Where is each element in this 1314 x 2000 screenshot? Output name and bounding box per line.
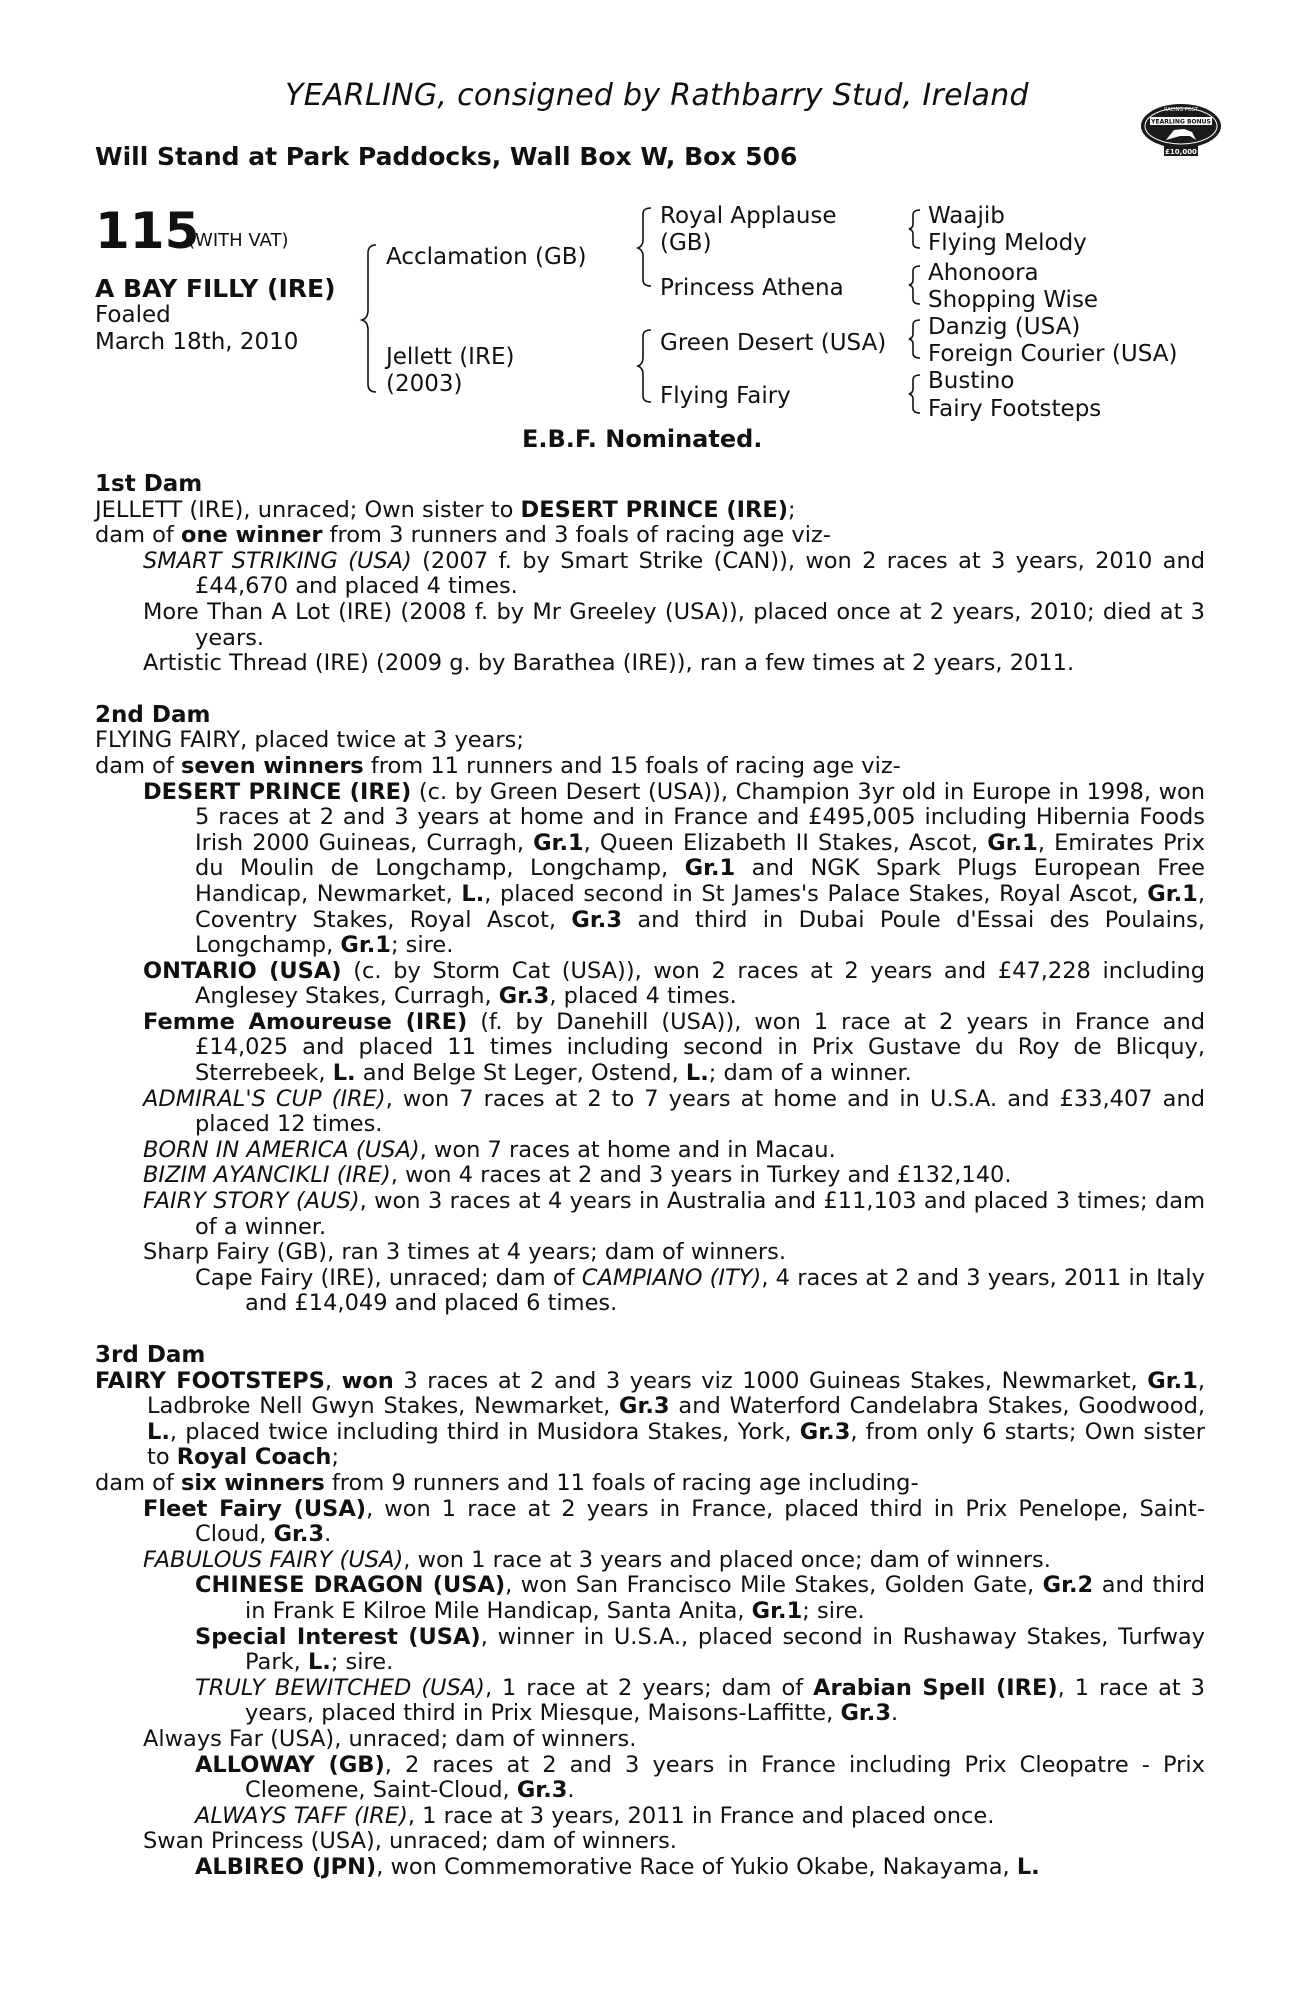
first-dam-record: dam of one winner from 3 runners and 3 foals of racing age viz- xyxy=(95,522,831,549)
pedigree-sire-sire xyxy=(660,203,837,257)
offspring-entry: FABULOUS FAIRY (USA), won 1 race at 3 years and placed once; dam of winners. xyxy=(143,1546,1051,1573)
offspring-entry: Femme Amoureuse (IRE) (f. by Danehill (USA)), won 1 race at 2 years in France and £14,025 and placed 11 times including second in Prix Gustave du Roy de Blicquy, Sterrebeek, L. and Belge St Leger, Ostend, L.; dam of a winner. xyxy=(143,1008,1205,1087)
pedigree-g3-5: Danzig (USA) xyxy=(928,314,1081,340)
ebf-nominated: E.B.F. Nominated. xyxy=(522,425,763,453)
pedigree-sire: Acclamation (GB) xyxy=(386,244,587,270)
pedigree-dam-sire: Green Desert (USA) xyxy=(660,330,887,356)
third-dam-line: FAIRY FOOTSTEPS, won 3 races at 2 and 3 years viz 1000 Guineas Stakes, Newmarket, Gr.1, Ladbroke Nell Gwyn Stakes, Newmarket, Gr.3 and Waterford Candelabra Stakes, Goodwood, L., placed twice including third in Musidora Stakes, York, Gr.3, from only 6 starts; Own sister to Royal Coach; xyxy=(95,1367,1205,1471)
pedigree-g3-2: Flying Melody xyxy=(928,230,1087,256)
first-dam-heading: 1st Dam xyxy=(95,471,203,497)
pedigree-g3-3: Ahonoora xyxy=(928,260,1039,286)
grand-offspring-entry: ALWAYS TAFF (IRE), 1 race at 3 years, 2011 in France and placed once. xyxy=(195,1802,995,1829)
grand-offspring-entry: CHINESE DRAGON (USA), won San Francisco Mile Stakes, Golden Gate, Gr.2 and third in Frank E Kilroe Mile Handicap, Santa Anita, Gr.1; sire. xyxy=(195,1572,1206,1624)
offspring-entry: Artistic Thread (IRE) (2009 g. by Barathea (IRE)), ran a few times at 2 years, 2011. xyxy=(143,650,1075,677)
vat-note: (WITH VAT) xyxy=(188,230,289,251)
grand-offspring-entry: Special Interest (USA), winner in U.S.A., placed second in Rushaway Stakes, Turfway Park, L.; sire. xyxy=(195,1623,1205,1676)
offspring-entry: BORN IN AMERICA (USA), won 7 races at home and in Macau. xyxy=(143,1136,836,1163)
offspring-entry: Fleet Fairy (USA), won 1 race at 2 years in France, placed third in Prix Penelope, Saint-Cloud, Gr.3. xyxy=(143,1495,1205,1548)
foaled-label: Foaled xyxy=(95,302,171,328)
foaled-date: March 18th, 2010 xyxy=(95,329,299,355)
offspring-entry: Always Far (USA), unraced; dam of winners. xyxy=(143,1725,637,1752)
stand-location: Will Stand at Park Paddocks, Wall Box W, Box 506 xyxy=(95,142,798,171)
pedigree-dam xyxy=(386,344,514,398)
offspring-entry: DESERT PRINCE (IRE) (c. by Green Desert (USA)), Champion 3yr old in Europe in 1998, won 5 races at 2 and 3 years at home and in France and £495,005 including Hibernia Foods Irish 2000 Guineas, Curragh, Gr.1, Queen Elizabeth II Stakes, Ascot, Gr.1, Emirates Prix du Moulin de Longchamp, Longchamp, Gr.1 and NGK Spark Plugs European Free Handicap, Newmarket, L., placed second in St James's Palace Stakes, Royal Ascot, Gr.1, Coventry Stakes, Royal Ascot, Gr.3 and third in Dubai Poule d'Essai des Poulains, Longchamp, Gr.1; sire. xyxy=(143,778,1206,959)
catalogue-body xyxy=(95,472,1205,1880)
third-dam-heading: 3rd Dam xyxy=(95,1342,206,1368)
pedigree-dam-name: Jellett (IRE) xyxy=(386,344,515,370)
pedigree-g3-7: Bustino xyxy=(928,368,1015,394)
badge-top-label: RACING POST xyxy=(1164,107,1198,113)
badge-label: YEARLING BONUS xyxy=(1151,118,1211,126)
offspring-entry: SMART STRIKING (USA) (2007 f. by Smart Strike (CAN)), won 2 races at 3 years, 2010 and £44,670 and placed 4 times. xyxy=(143,547,1206,600)
page-title: YEARLING, consigned by Rathbarry Stud, Ireland xyxy=(285,78,1029,113)
pedigree-g3-4: Shopping Wise xyxy=(928,287,1099,313)
second-dam-line: FLYING FAIRY, placed twice at 3 years; xyxy=(95,727,524,754)
offspring-entry: ONTARIO (USA) (c. by Storm Cat (USA)), won 2 races at 2 years and £47,228 including Anglesey Stakes, Curragh, Gr.3, placed 4 times. xyxy=(143,957,1205,1010)
grand-offspring-entry: ALBIREO (JPN), won Commemorative Race of Yukio Okabe, Nakayama, L. xyxy=(195,1853,1040,1880)
grand-offspring-entry: Cape Fairy (IRE), unraced; dam of CAMPIANO (ITY), 4 races at 2 and 3 years, 2011 in Italy and £14,049 and placed 6 times. xyxy=(195,1264,1205,1317)
badge-amount: £10,000 xyxy=(1165,148,1197,156)
offspring-entry: More Than A Lot (IRE) (2008 f. by Mr Greeley (USA)), placed once at 2 years, 2010; died at 3 years. xyxy=(143,598,1205,651)
horse-name: A BAY FILLY (IRE) xyxy=(95,274,336,303)
pedigree-dam-year: (2003) xyxy=(386,371,463,397)
lot-number: 115 xyxy=(95,202,200,260)
grand-offspring-entry: ALLOWAY (GB), 2 races at 2 and 3 years in France including Prix Cleopatre - Prix Cleomene, Saint-Cloud, Gr.3. xyxy=(195,1751,1205,1804)
pedigree-braces xyxy=(0,0,1314,440)
pedigree-sire-sire-name: Royal Applause xyxy=(660,203,837,229)
offspring-entry: FAIRY STORY (AUS), won 3 races at 4 years in Australia and £11,103 and placed 3 times; dam of a winner. xyxy=(143,1188,1205,1240)
offspring-entry: ADMIRAL'S CUP (IRE), won 7 races at 2 to 7 years at home and in U.S.A. and £33,407 and placed 12 times. xyxy=(143,1085,1205,1138)
pedigree-sire-sire-country: (GB) xyxy=(660,230,712,256)
third-dam-record: dam of six winners from 9 runners and 11 foals of racing age including- xyxy=(95,1469,919,1496)
first-dam-line: JELLETT (IRE), unraced; Own sister to DESERT PRINCE (IRE); xyxy=(95,496,796,523)
pedigree-g3-8: Fairy Footsteps xyxy=(928,396,1102,422)
pedigree-g3-1: Waajib xyxy=(928,203,1005,229)
second-dam-record: dam of seven winners from 11 runners and 15 foals of racing age viz- xyxy=(95,752,901,779)
pedigree-sire-dam: Princess Athena xyxy=(660,275,844,301)
pedigree-g3-6: Foreign Courier (USA) xyxy=(928,341,1178,367)
second-dam-heading: 2nd Dam xyxy=(95,701,211,728)
offspring-entry: Swan Princess (USA), unraced; dam of winners. xyxy=(143,1828,677,1855)
offspring-entry: Sharp Fairy (GB), ran 3 times at 4 years; dam of winners. xyxy=(143,1239,787,1266)
pedigree-dam-dam: Flying Fairy xyxy=(660,383,791,409)
grand-offspring-entry: TRULY BEWITCHED (USA), 1 race at 2 years; dam of Arabian Spell (IRE), 1 race at 3 years, placed third in Prix Miesque, Maisons-Laffitte, Gr.3. xyxy=(195,1674,1205,1727)
offspring-entry: BIZIM AYANCIKLI (IRE), won 4 races at 2 and 3 years in Turkey and £132,140. xyxy=(143,1162,1012,1189)
